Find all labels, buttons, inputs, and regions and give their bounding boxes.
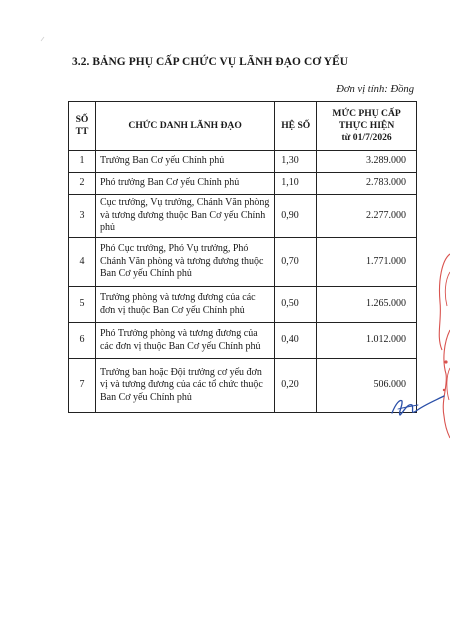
cell-title: Phó Cục trưởng, Phó Vụ trưởng, Phó Chánh Văn phòng và tương đương thuộc Ban Cơ yếu Chính phủ [95,238,274,287]
header-title: CHỨC DANH LÃNH ĐẠO [95,102,274,151]
cell-coefficient: 0,20 [275,359,317,413]
cell-stt: 7 [69,359,96,413]
cell-stt: 1 [69,151,96,173]
cell-title: Phó trưởng Ban Cơ yếu Chính phủ [95,173,274,195]
cell-title: Phó Trưởng phòng và tương đương của các đơn vị thuộc Ban Cơ yếu Chính phủ [95,323,274,359]
unit-note: Đơn vị tính: Đồng [336,84,414,95]
cell-title: Trưởng phòng và tương đương của các đơn vị thuộc Ban Cơ yếu Chính phủ [95,287,274,323]
cell-title: Cục trưởng, Vụ trưởng, Chánh Văn phòng và tương đương thuộc Ban Cơ yếu Chính phủ [95,195,274,238]
handwritten-signature-icon [388,393,446,419]
header-amount-line2: THỰC HIỆN [338,120,395,131]
cell-amount: 2.277.000 [317,195,417,238]
cell-coefficient: 0,70 [275,238,317,287]
cell-amount: 506.000 [317,359,417,413]
header-amount-line3: từ 01/7/2026 [341,131,392,143]
cell-amount: 3.289.000 [317,151,417,173]
cell-stt: 4 [69,238,96,287]
cell-amount: 1.012.000 [317,323,417,359]
cell-coefficient: 0,40 [275,323,317,359]
section-title: 3.2. BẢNG PHỤ CẤP CHỨC VỤ LÃNH ĐẠO CƠ YẾU [72,56,349,68]
cell-coefficient: 1,10 [275,173,317,195]
header-stt [69,102,96,151]
cell-stt: 5 [69,287,96,323]
cell-coefficient: 0,90 [275,195,317,238]
table-row [69,238,417,287]
cell-amount: 2.783.000 [317,173,417,195]
header-stt-line2: TT [75,126,89,137]
cell-coefficient: 1,30 [275,151,317,173]
table-row [69,359,417,413]
table-row [69,173,417,195]
table-row [69,287,417,323]
table-row [69,195,417,238]
cell-title: Trưởng Ban Cơ yếu Chính phủ [95,151,274,173]
cell-amount: 1.771.000 [317,238,417,287]
table-header-row [69,102,417,151]
cell-stt: 3 [69,195,96,238]
cell-stt: 6 [69,323,96,359]
header-stt-line1: SỐ [75,114,89,126]
header-amount [317,102,417,151]
cell-coefficient: 0,50 [275,287,317,323]
cell-title: Trưởng ban hoặc Đội trưởng cơ yếu đơn vị và tương đương của các tổ chức thuộc Ban Cơ yếu Chính phủ [95,359,274,413]
table-row [69,151,417,173]
scan-mark-icon [40,36,46,42]
cell-stt: 2 [69,173,96,195]
allowance-table [68,101,417,413]
header-coefficient: HỆ SỐ [275,102,317,151]
header-amount-line1: MỨC PHỤ CẤP [332,108,401,120]
cell-amount: 1.265.000 [317,287,417,323]
table-row [69,323,417,359]
